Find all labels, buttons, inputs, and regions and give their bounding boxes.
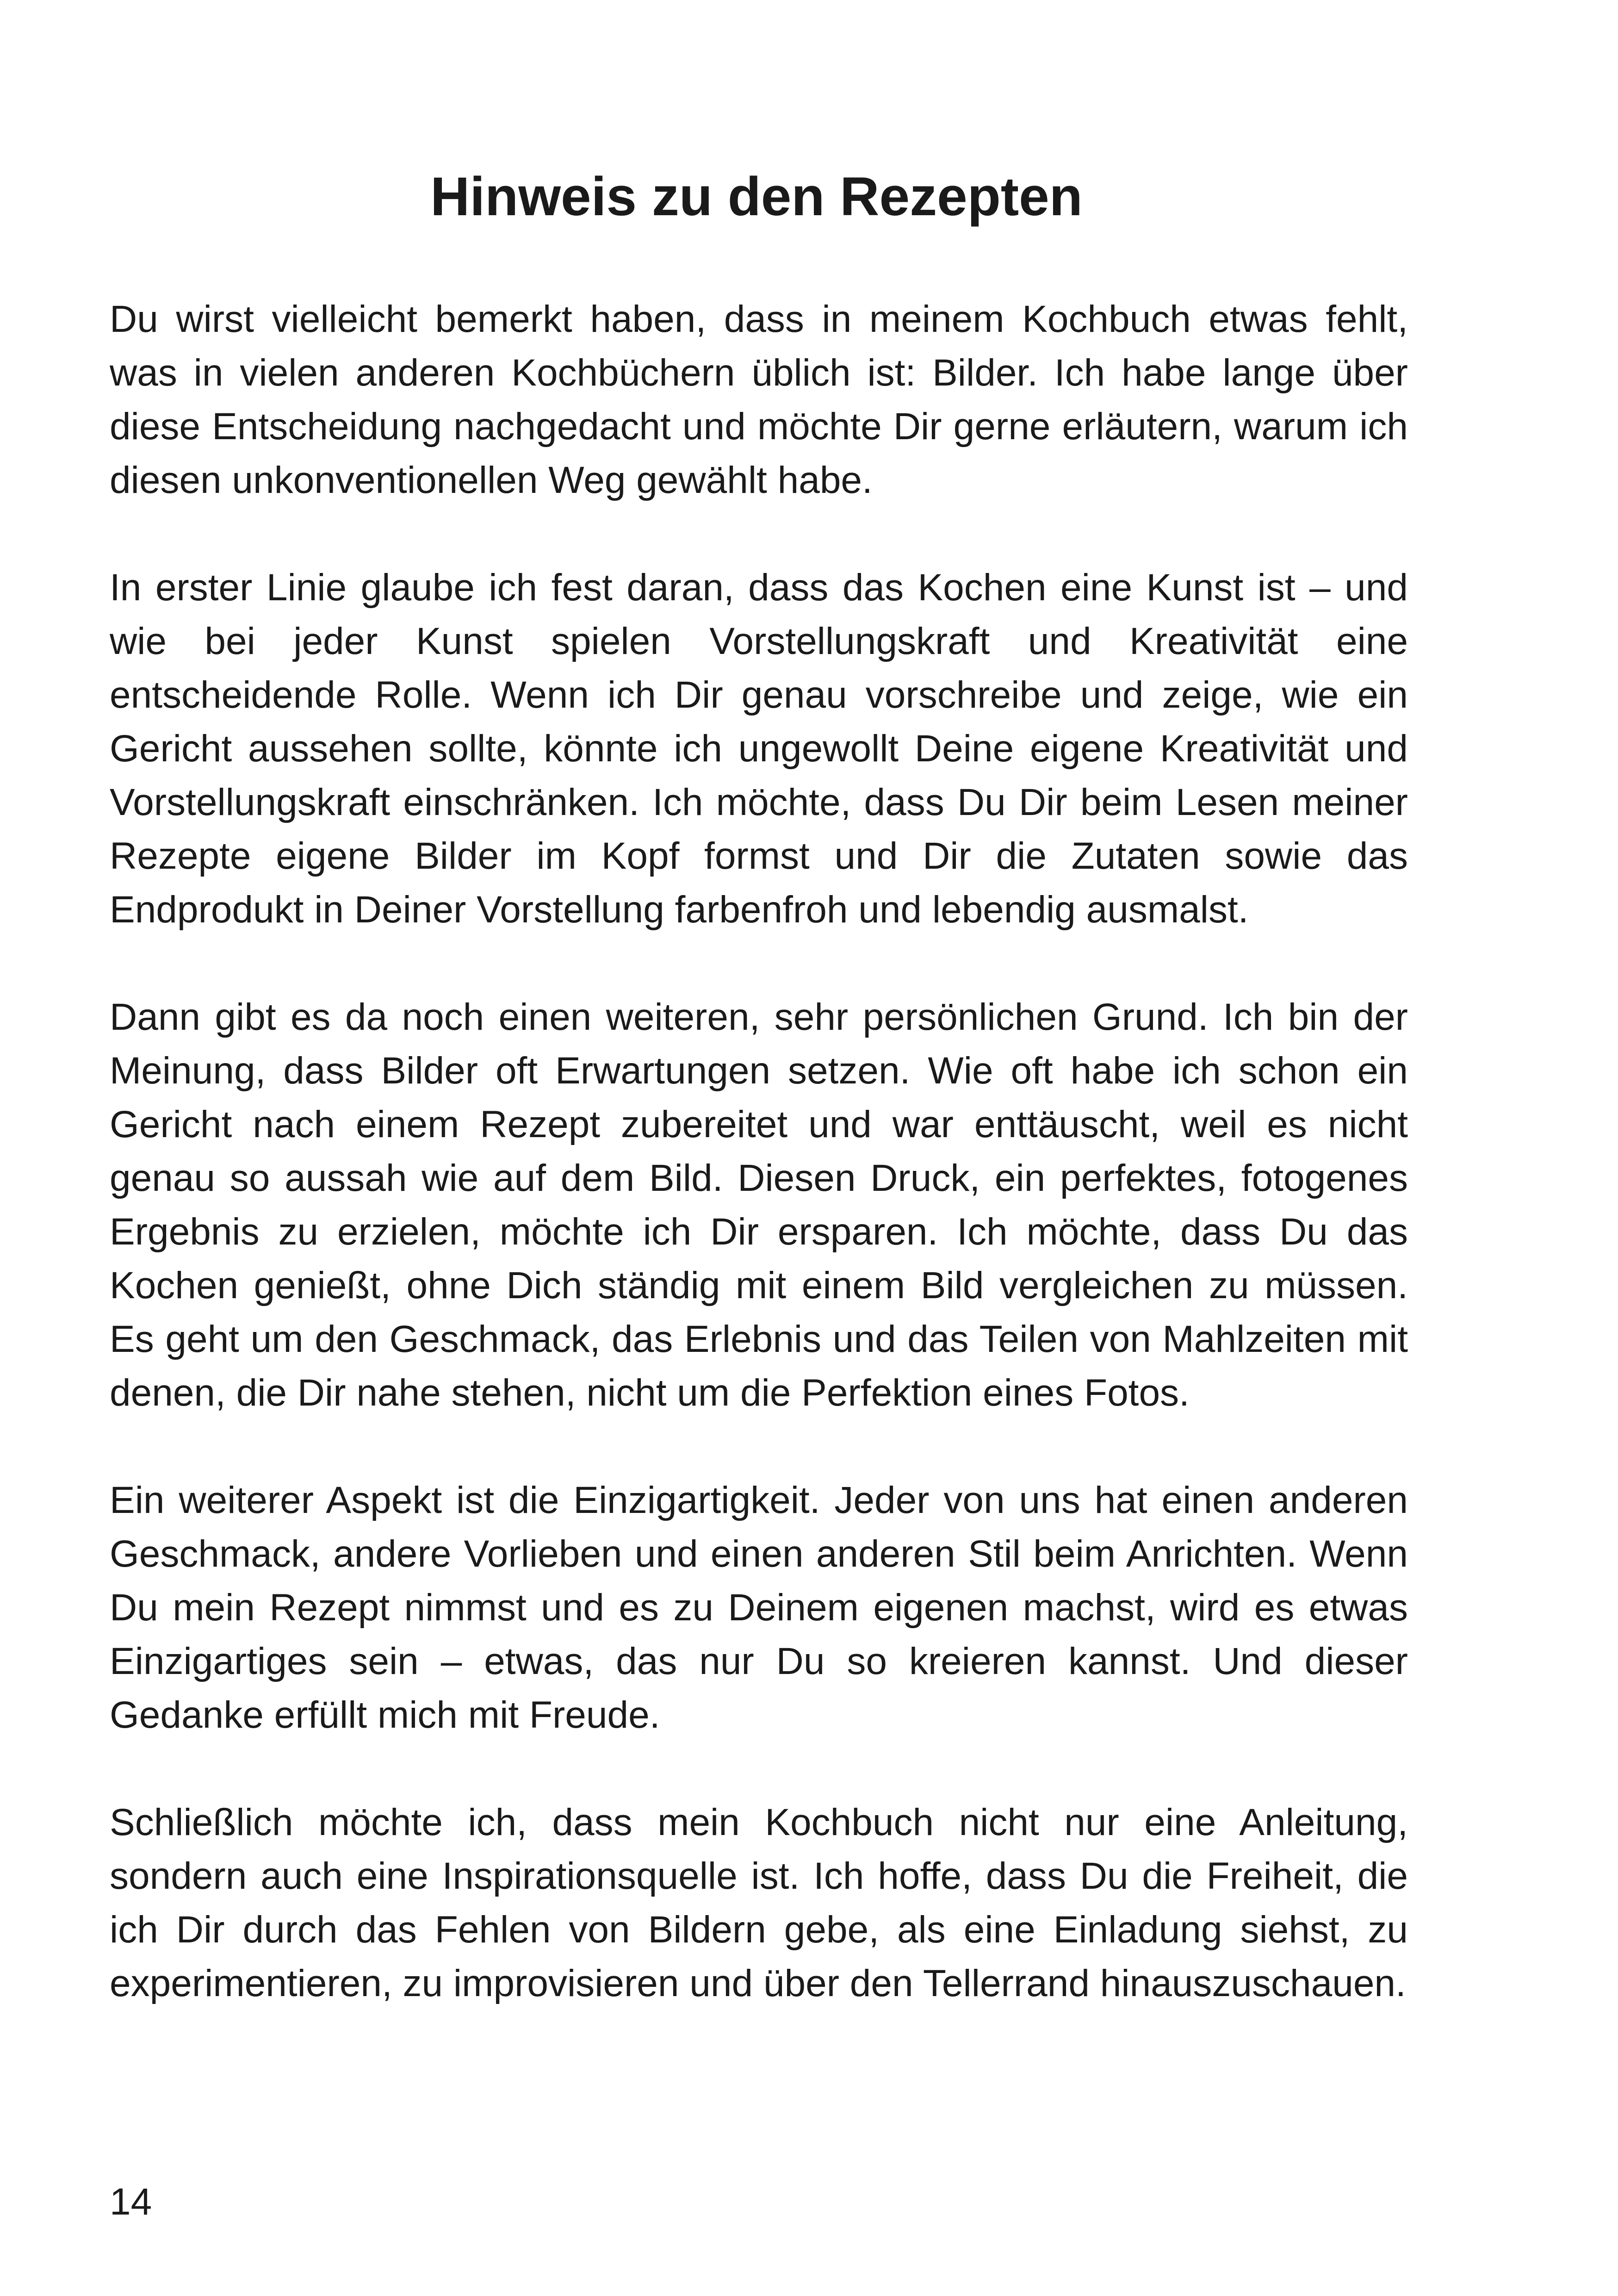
paragraph-4: Ein weiterer Aspekt ist die Einzigartigkeit. Jeder von uns hat einen anderen Geschmack, andere Vorlieben und einen anderen Stil beim Anrichten. Wenn Du mein Rezept nimmst und es zu Deinem eigenen machst, wird es etwas Einzigartiges sein – etwas, das nur Du so kreieren kannst. Und dieser Gedanke erfüllt mich mit Freude. xyxy=(110,1479,1408,1736)
paragraph-2: In erster Linie glaube ich fest daran, dass das Kochen eine Kunst ist – und wie bei jeder Kunst spielen Vorstellungskraft und Kreativität eine entscheidende Rolle. Wenn ich Dir genau vorschreibe und zeige, wie ein Gericht aussehen sollte, könnte ich ungewollt Deine eigene Kreativität und Vorstellungskraft einschränken. Ich möchte, dass Du Dir beim Lesen meiner Rezepte eigene Bilder im Kopf formst und Dir die Zutaten sowie das Endprodukt in Deiner Vorstellung farbenfroh und lebendig ausmalst. xyxy=(110,566,1408,931)
body-text xyxy=(110,292,1408,2010)
paragraph-5: Schließlich möchte ich, dass mein Kochbuch nicht nur eine Anleitung, sondern auch eine Inspirationsquelle ist. Ich hoffe, dass Du die Freiheit, die ich Dir durch das Fehlen von Bildern gebe, als eine Einladung siehst, zu experimentieren, zu improvisieren und über den Tellerrand hinauszuschauen. xyxy=(110,1801,1408,2004)
page-number: 14 xyxy=(110,2181,152,2223)
paragraph-1: Du wirst vielleicht bemerkt haben, dass in meinem Kochbuch etwas fehlt, was in vielen anderen Kochbüchern üblich ist: Bilder. Ich habe lange über diese Entscheidung nachgedacht und möchte Dir gerne erläutern, warum ich diesen unkonventionellen Weg gewählt habe. xyxy=(110,298,1408,501)
page-title: Hinweis zu den Rezepten xyxy=(430,166,1083,227)
paragraph-3: Dann gibt es da noch einen weiteren, sehr persönlichen Grund. Ich bin der Meinung, dass Bilder oft Erwartungen setzen. Wie oft habe ich schon ein Gericht nach einem Rezept zubereitet und war enttäuscht, weil es nicht genau so aussah wie auf dem Bild. Diesen Druck, ein perfektes, fotogenes Ergebnis zu erzielen, möchte ich Dir ersparen. Ich möchte, dass Du das Kochen genießt, ohne Dich ständig mit einem Bild vergleichen zu müssen. Es geht um den Geschmack, das Erlebnis und das Teilen von Mahlzeiten mit denen, die Dir nahe stehen, nicht um die Perfektion eines Fotos. xyxy=(110,996,1408,1414)
